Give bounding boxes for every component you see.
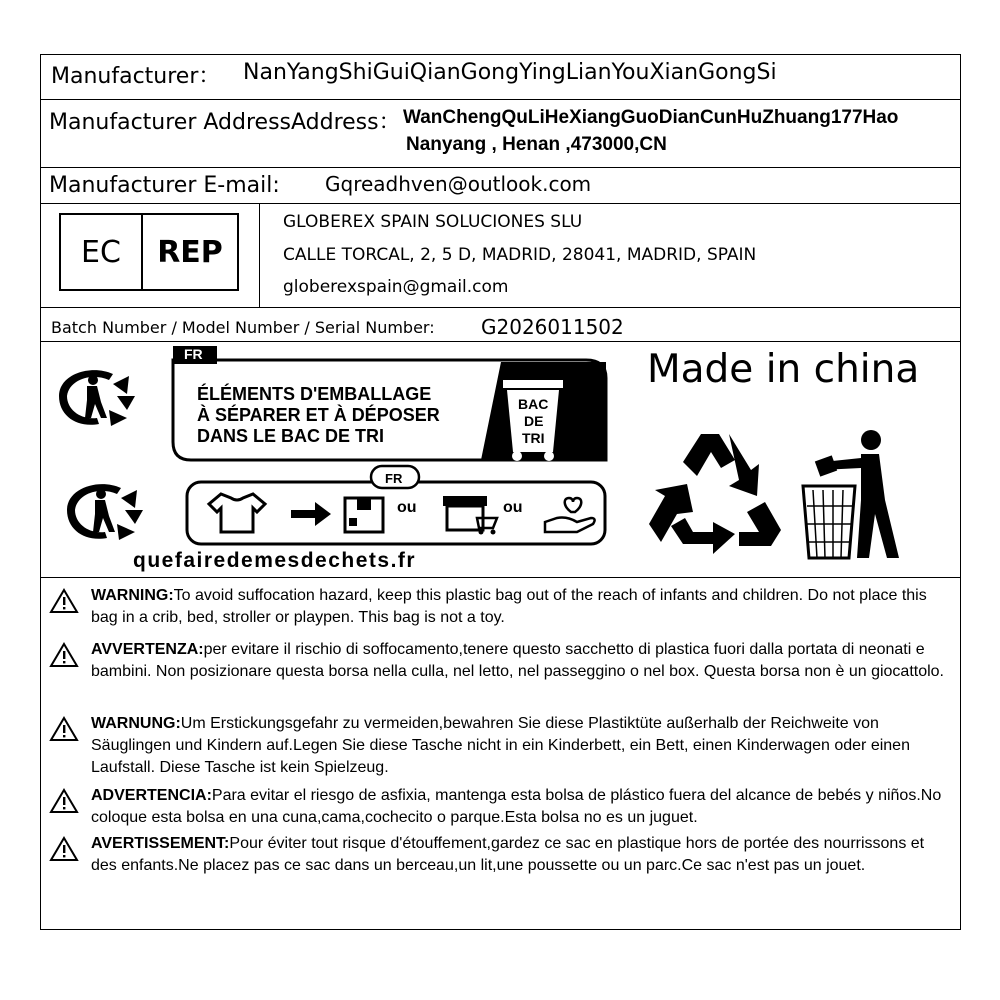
- divider: [41, 99, 960, 100]
- warning-block: [49, 833, 954, 877]
- fr-badge-bottom: FR: [385, 471, 403, 486]
- triman-line-2: À SÉPARER ET À DÉPOSER: [197, 405, 440, 425]
- warning-text: [91, 713, 954, 779]
- divider: [41, 307, 960, 308]
- manufacturer-name: NanYangShiGuiQianGongYingLianYouXianGongSi: [243, 60, 777, 85]
- address-line-1: WanChengQuLiHeXiangGuoDianCunHuZhuang177Hao: [403, 107, 899, 128]
- warning-text: [91, 785, 954, 829]
- ec-rep-symbol: [59, 213, 239, 291]
- triman-line-3: DANS LE BAC DE TRI: [197, 426, 385, 446]
- triman-icon: [67, 484, 143, 540]
- warning-icon: [49, 716, 79, 742]
- warning-block: [49, 785, 954, 829]
- warning-body: per evitare il rischio di soffocamento,tenere questo sacchetto di plastica fuori dalla portata di neonati e bambini. Non posizionare questa borsa nella culla, nel letto, nel passeggino o nel box. Questa borsa non è un giocattolo.: [91, 641, 944, 680]
- product-label: [40, 54, 961, 930]
- warning-icon: [49, 642, 79, 668]
- box-icon: [345, 498, 383, 532]
- warning-body: Um Erstickungsgefahr zu vermeiden,bewahren Sie diese Plastiktüte außerhalb der Reichweite von Säuglingen und Kindern auf.Legen Sie diese Tasche nicht in ein Kinderbett, ein Bett, einen Kinderwagen oder einen Laufstall. Diese Tasche ist kein Spielzeug.: [91, 715, 910, 776]
- shop-icon: [443, 496, 497, 535]
- triman-line-1: ÉLÉMENTS D'EMBALLAGE: [197, 384, 432, 404]
- bin-label-2: DE: [524, 413, 544, 429]
- address-line-2: Nanyang , Henan ,473000,CN: [406, 134, 667, 155]
- divider: [259, 203, 260, 307]
- warning-text: [91, 585, 954, 629]
- warning-body: Para evitar el riesgo de asfixia, mantenga esta bolsa de plástico fuera del alcance de bebés y niños.No coloque esta bolsa en una cuna,cama,cochecito o parque.Esta bolsa no es un juguet.: [91, 787, 942, 826]
- ou-text-2: ou: [503, 499, 523, 516]
- warning-icon: [49, 836, 79, 862]
- rep-text: REP: [157, 234, 223, 270]
- warning-text: [91, 833, 954, 877]
- warning-icon: [49, 788, 79, 814]
- warning-heading: AVERTISSEMENT:: [91, 835, 230, 852]
- ec-rep-address: CALLE TORCAL, 2, 5 D, MADRID, 28041, MADRID, SPAIN: [283, 245, 757, 265]
- warning-block: [49, 639, 954, 683]
- manufacturer-email: Gqreadhven@outlook.com: [325, 172, 592, 196]
- email-label: Manufacturer E-mail:: [49, 173, 280, 198]
- bin-label-1: BAC: [518, 396, 549, 412]
- made-in-text: Made in china: [647, 347, 920, 392]
- warning-heading: ADVERTENCIA:: [91, 787, 212, 804]
- warning-body: To avoid suffocation hazard, keep this plastic bag out of the reach of infants and children. Do not place this bag in a crib, bed, stroller or playpen. This bag is not a toy.: [91, 587, 927, 626]
- triman-icon: [59, 370, 135, 426]
- bin-label-3: TRI: [522, 430, 545, 446]
- ec-text: EC: [61, 215, 143, 289]
- fr-badge-top: FR: [184, 346, 203, 362]
- batch-label: Batch Number / Model Number / Serial Number:: [51, 318, 435, 337]
- warning-icon: [49, 588, 79, 614]
- warning-block: [49, 713, 954, 779]
- tidyman-icon: [803, 430, 899, 558]
- warning-heading: AVVERTENZA:: [91, 641, 204, 658]
- warning-text: [91, 639, 954, 683]
- ou-text-1: ou: [397, 499, 417, 516]
- website-link: quefairedemesdechets.fr: [133, 549, 417, 572]
- tshirt-icon: [209, 494, 265, 532]
- warning-block: [49, 585, 954, 629]
- ec-rep-company: GLOBEREX SPAIN SOLUCIONES SLU: [283, 212, 583, 232]
- address-label: Manufacturer AddressAddress：: [49, 110, 401, 135]
- divider: [41, 203, 960, 204]
- warning-heading: WARNUNG:: [91, 715, 181, 732]
- divider: [41, 577, 960, 578]
- warning-body: Pour éviter tout risque d'étouffement,gardez ce sac en plastique hors de portée des nourrissons et des enfants.Ne placez pas ce sac dans un berceau,un lit,une poussette ou un parc.Ce sac n'est pas un jouet.: [91, 835, 925, 874]
- batch-number: G2026011502: [481, 315, 624, 339]
- warning-heading: WARNING:: [91, 587, 174, 604]
- arrow-icon: [291, 502, 331, 526]
- manufacturer-label: Manufacturer：: [51, 64, 221, 89]
- hand-heart-icon: [545, 498, 595, 532]
- divider: [41, 167, 960, 168]
- recycle-icon: [649, 434, 781, 554]
- ec-rep-email: globerexspain@gmail.com: [283, 277, 509, 297]
